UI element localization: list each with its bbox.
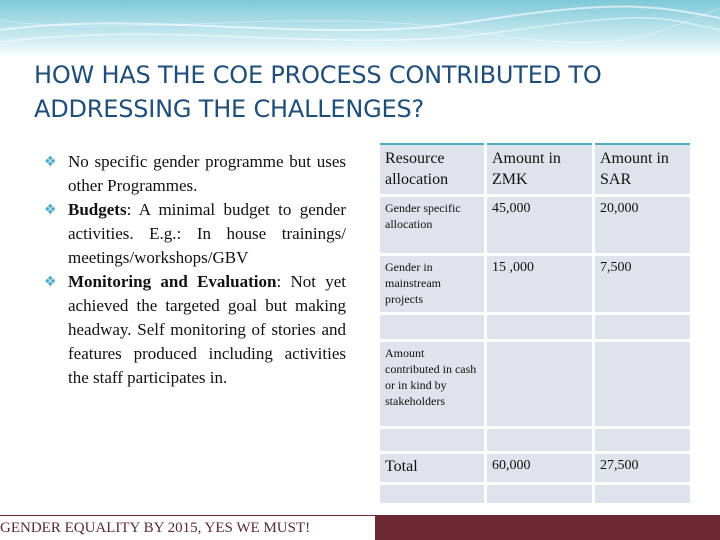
table-cell	[595, 315, 690, 339]
table-row	[380, 485, 690, 503]
table-header-row	[380, 143, 690, 194]
header-sar: Amount in SAR	[595, 143, 690, 194]
table-cell	[595, 429, 690, 451]
table-row	[380, 342, 690, 426]
table-row	[380, 315, 690, 339]
table-cell	[380, 429, 484, 451]
table-cell: Gender specific allocation	[380, 197, 484, 253]
slide-title	[34, 58, 694, 126]
table-cell	[487, 429, 592, 451]
table-cell	[487, 485, 592, 503]
table-cell: 7,500	[595, 256, 690, 312]
title-line-2: ADDRESSING THE CHALLENGES?	[34, 95, 425, 123]
table-cell	[487, 315, 592, 339]
title-line-1: HOW HAS THE COE PROCESS CONTRIBUTED TO	[34, 61, 602, 89]
bullet-icon: ❖	[44, 274, 57, 290]
bullet-list	[44, 150, 346, 390]
table-cell: 27,500	[595, 454, 690, 482]
table-row	[380, 256, 690, 312]
table-cell: 45,000	[487, 197, 592, 253]
table-cell	[380, 315, 484, 339]
table-cell: 60,000	[487, 454, 592, 482]
bullet-item	[44, 270, 346, 390]
bullet-text: : Not yet achieved the targeted goal but making headway. Self monitoring of stories and features produced including activities the staff participates in.	[68, 272, 346, 387]
table-row	[380, 454, 690, 482]
table-cell: 20,000	[595, 197, 690, 253]
bullet-icon: ❖	[44, 154, 57, 170]
bullet-icon: ❖	[44, 202, 57, 218]
bullet-text: : A minimal budget to gender activities. E.g.: In house trainings/ meetings/workshops/GBV	[68, 200, 346, 267]
decorative-header-band	[0, 0, 720, 58]
table-cell	[487, 342, 592, 426]
table-cell	[380, 485, 484, 503]
bullet-item	[44, 150, 346, 198]
table-cell: Gender in mainstream projects	[380, 256, 484, 312]
table-row	[380, 197, 690, 253]
header-zmk: Amount in ZMK	[487, 143, 592, 194]
table-cell: Amount contributed in cash or in kind by stakeholders	[380, 342, 484, 426]
bullet-lead: Budgets	[68, 200, 127, 219]
table-cell: 15 ,000	[487, 256, 592, 312]
bullet-item	[44, 198, 346, 270]
header-resource: Resource allocation	[380, 143, 484, 194]
bullet-lead: Monitoring and Evaluation	[68, 272, 277, 291]
wave-decoration	[0, 0, 720, 58]
table-cell: Total	[380, 454, 484, 482]
table-cell	[595, 342, 690, 426]
table-cell	[595, 485, 690, 503]
footer-slogan: GENDER EQUALITY BY 2015, YES WE MUST!	[0, 516, 375, 540]
bullet-text: No specific gender programme but uses other Programmes.	[68, 152, 346, 195]
table-row	[380, 429, 690, 451]
resource-allocation-table	[377, 140, 693, 506]
